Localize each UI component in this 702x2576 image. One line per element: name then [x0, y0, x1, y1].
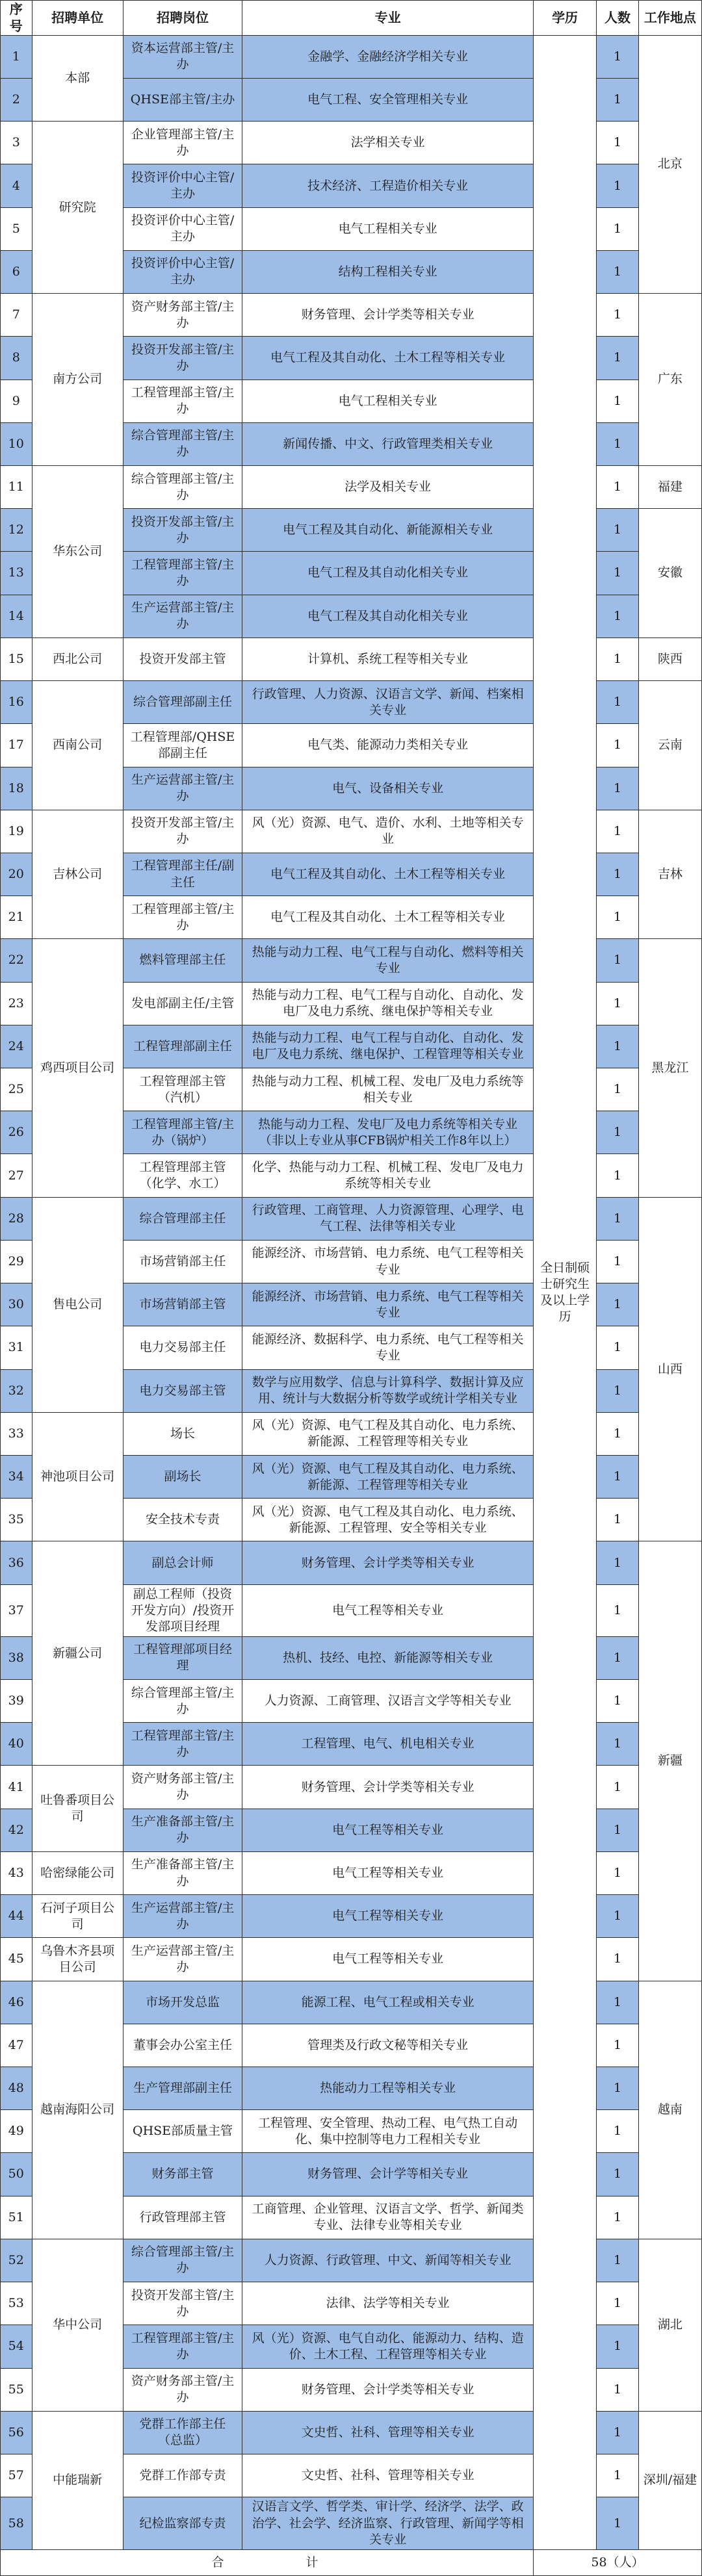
row-index: 53 — [1, 2282, 32, 2325]
row-index: 22 — [1, 939, 32, 982]
row-index: 12 — [1, 509, 32, 552]
count-cell: 1 — [597, 2110, 639, 2153]
header-count: 人数 — [597, 1, 639, 36]
position-cell: 发电部副主任/主管 — [123, 982, 242, 1025]
unit-cell: 本部 — [32, 35, 123, 121]
count-cell: 1 — [597, 1809, 639, 1851]
major-cell: 能源经济、市场营销、电力系统、电气工程等相关专业 — [242, 1240, 534, 1283]
major-cell: 电气工程相关专业 — [242, 380, 534, 422]
row-index: 29 — [1, 1240, 32, 1283]
major-cell: 技术经济、工程造价相关专业 — [242, 164, 534, 207]
table-body — [1, 35, 702, 2549]
table-row — [1, 1766, 702, 1809]
row-index: 14 — [1, 595, 32, 638]
header-row — [1, 1, 702, 36]
row-index: 19 — [1, 810, 32, 853]
unit-cell: 石河子项目公司 — [32, 1895, 123, 1938]
header-major: 专业 — [242, 1, 534, 36]
count-cell: 1 — [597, 2282, 639, 2325]
position-cell: 资产财务部主管/主办 — [123, 294, 242, 337]
row-index: 45 — [1, 1938, 32, 1981]
count-cell: 1 — [597, 1981, 639, 2024]
row-index: 20 — [1, 853, 32, 895]
row-index: 48 — [1, 2067, 32, 2109]
row-index: 38 — [1, 1636, 32, 1679]
count-cell: 1 — [597, 1723, 639, 1766]
count-cell: 1 — [597, 294, 639, 337]
position-cell: 综合管理部主管/主办 — [123, 2239, 242, 2282]
major-cell: 电气工程相关专业 — [242, 207, 534, 250]
table-row — [1, 294, 702, 337]
position-cell: 生产运营部主管/主办 — [123, 1895, 242, 1938]
position-cell: 综合管理部副主任 — [123, 681, 242, 724]
position-cell: 副总会计师 — [123, 1541, 242, 1584]
count-cell: 1 — [597, 1111, 639, 1154]
header-position: 招聘岗位 — [123, 1, 242, 36]
unit-cell: 研究院 — [32, 122, 123, 294]
unit-cell: 华东公司 — [32, 465, 123, 638]
position-cell: 投资开发部主管/主办 — [123, 509, 242, 552]
count-cell: 1 — [597, 1636, 639, 1679]
count-cell: 1 — [597, 2368, 639, 2411]
position-cell: 投资开发部主管 — [123, 638, 242, 680]
position-cell: 副场长 — [123, 1456, 242, 1499]
position-cell: 生产运营部主管/主办 — [123, 767, 242, 810]
major-cell: 电气工程及其自动化、土木工程等相关专业 — [242, 337, 534, 380]
count-cell: 1 — [597, 896, 639, 939]
row-index: 17 — [1, 724, 32, 767]
major-cell: 电气工程等相关专业 — [242, 1851, 534, 1894]
table-row — [1, 939, 702, 982]
table-row — [1, 35, 702, 78]
row-index: 11 — [1, 465, 32, 508]
count-cell: 1 — [597, 1240, 639, 1283]
count-cell: 1 — [597, 1851, 639, 1894]
row-index: 36 — [1, 1541, 32, 1584]
major-cell: 电气工程及其自动化、土木工程等相关专业 — [242, 896, 534, 939]
count-cell: 1 — [597, 1154, 639, 1197]
position-cell: 投资开发部主管/主办 — [123, 810, 242, 853]
unit-cell: 吐鲁番项目公司 — [32, 1766, 123, 1851]
table-row — [1, 1851, 702, 1894]
row-index: 28 — [1, 1197, 32, 1240]
major-cell: 电气工程等相关专业 — [242, 1938, 534, 1981]
major-cell: 财务管理、会计学类等相关专业 — [242, 2368, 534, 2411]
position-cell: 工程管理部主任/副主任 — [123, 853, 242, 895]
location-cell: 北京 — [638, 35, 701, 293]
count-cell: 1 — [597, 1326, 639, 1369]
count-cell: 1 — [597, 767, 639, 810]
row-index: 15 — [1, 638, 32, 680]
table-row — [1, 2411, 702, 2454]
count-cell: 1 — [597, 724, 639, 767]
location-cell: 越南 — [638, 1981, 701, 2239]
count-cell: 1 — [597, 853, 639, 895]
count-cell: 1 — [597, 982, 639, 1025]
row-index: 26 — [1, 1111, 32, 1154]
location-cell: 黑龙江 — [638, 939, 701, 1197]
major-cell: 结构工程相关专业 — [242, 250, 534, 293]
count-cell: 1 — [597, 681, 639, 724]
count-cell: 1 — [597, 164, 639, 207]
row-index: 27 — [1, 1154, 32, 1197]
table-row — [1, 2239, 702, 2282]
position-cell: 工程管理部主管（化学、水工） — [123, 1154, 242, 1197]
row-index: 16 — [1, 681, 32, 724]
major-cell: 电气工程等相关专业 — [242, 1895, 534, 1938]
major-cell: 财务管理、会计学类等相关专业 — [242, 294, 534, 337]
row-index: 7 — [1, 294, 32, 337]
major-cell: 能源经济、市场营销、电力系统、电气工程等相关专业 — [242, 1283, 534, 1326]
location-cell: 山西 — [638, 1197, 701, 1541]
row-index: 44 — [1, 1895, 32, 1938]
location-cell: 湖北 — [638, 2239, 701, 2411]
row-index: 39 — [1, 1680, 32, 1723]
position-cell: 投资评价中心主管/主办 — [123, 250, 242, 293]
row-index: 25 — [1, 1068, 32, 1111]
count-cell: 1 — [597, 207, 639, 250]
row-index: 54 — [1, 2325, 32, 2368]
major-cell: 电气工程等相关专业 — [242, 1584, 534, 1636]
location-cell: 云南 — [638, 681, 701, 810]
table-row — [1, 638, 702, 680]
location-cell: 福建 — [638, 465, 701, 508]
unit-cell: 售电公司 — [32, 1197, 123, 1412]
unit-cell: 越南海阳公司 — [32, 1981, 123, 2239]
count-cell: 1 — [597, 2497, 639, 2550]
position-cell: 工程管理部/QHSE部副主任 — [123, 724, 242, 767]
count-cell: 1 — [597, 380, 639, 422]
major-cell: 热机、技经、电控、新能源等相关专业 — [242, 1636, 534, 1679]
count-cell: 1 — [597, 250, 639, 293]
position-cell: 安全技术专责 — [123, 1499, 242, 1541]
row-index: 42 — [1, 1809, 32, 1851]
position-cell: 党群工作部主任（总监） — [123, 2411, 242, 2454]
major-cell: 文史哲、社科、管理等相关专业 — [242, 2454, 534, 2497]
major-cell: 财务管理、会计学类等相关专业 — [242, 1766, 534, 1809]
count-cell: 1 — [597, 1197, 639, 1240]
row-index: 23 — [1, 982, 32, 1025]
row-index: 35 — [1, 1499, 32, 1541]
count-cell: 1 — [597, 2239, 639, 2282]
row-index: 43 — [1, 1851, 32, 1894]
row-index: 58 — [1, 2497, 32, 2550]
major-cell: 电气、设备相关专业 — [242, 767, 534, 810]
row-index: 52 — [1, 2239, 32, 2282]
major-cell: 管理类及行政文秘等相关专业 — [242, 2024, 534, 2067]
major-cell: 行政管理、人力资源、汉语言文学、新闻、档案相关专业 — [242, 681, 534, 724]
degree-cell: 全日制硕士研究生及以上学历 — [534, 35, 597, 2549]
table-row — [1, 1412, 702, 1455]
major-cell: 风（光）资源、电气工程及其自动化、电力系统、新能源、工程管理、安全等相关专业 — [242, 1499, 534, 1541]
count-cell: 1 — [597, 1025, 639, 1068]
count-cell: 1 — [597, 422, 639, 465]
count-cell: 1 — [597, 1499, 639, 1541]
count-cell: 1 — [597, 1283, 639, 1326]
position-cell: 综合管理部主任 — [123, 1197, 242, 1240]
count-cell: 1 — [597, 2153, 639, 2196]
unit-cell: 西南公司 — [32, 681, 123, 810]
major-cell: 新闻传播、中文、行政管理类相关专业 — [242, 422, 534, 465]
major-cell: 工商管理、企业管理、汉语言文学、哲学、新闻类专业、法律专业等相关专业 — [242, 2196, 534, 2239]
table-row — [1, 1197, 702, 1240]
major-cell: 电气工程等相关专业 — [242, 1809, 534, 1851]
count-cell: 1 — [597, 638, 639, 680]
unit-cell: 鸡西项目公司 — [32, 939, 123, 1197]
row-index: 2 — [1, 79, 32, 122]
major-cell: 风（光）资源、电气工程及其自动化、电力系统、新能源、工程管理等相关专业 — [242, 1456, 534, 1499]
position-cell: 综合管理部主管/主办 — [123, 465, 242, 508]
location-cell: 新疆 — [638, 1541, 701, 1981]
count-cell: 1 — [597, 122, 639, 164]
major-cell: 人力资源、行政管理、中文、新闻等相关专业 — [242, 2239, 534, 2282]
header-location: 工作地点 — [638, 1, 701, 36]
count-cell: 1 — [597, 2196, 639, 2239]
position-cell: 工程管理部主管/主办 — [123, 2325, 242, 2368]
row-index: 6 — [1, 250, 32, 293]
major-cell: 数学与应用数学、信息与计算科学、数据计算及应用、统计与大数据分析等数学或统计学相关专业 — [242, 1369, 534, 1412]
unit-cell: 新疆公司 — [32, 1541, 123, 1766]
position-cell: 资产财务部主管/主办 — [123, 2368, 242, 2411]
count-cell: 1 — [597, 552, 639, 595]
count-cell: 1 — [597, 2325, 639, 2368]
position-cell: 综合管理部主管/主办 — [123, 1680, 242, 1723]
position-cell: 工程管理部主管/主办（锅炉） — [123, 1111, 242, 1154]
position-cell: 市场营销部主任 — [123, 1240, 242, 1283]
header-index: 序号 — [1, 1, 32, 36]
table-row — [1, 1895, 702, 1938]
major-cell: 能源经济、数据科学、电力系统、电气工程等相关专业 — [242, 1326, 534, 1369]
major-cell: 人力资源、工商管理、汉语言文学等相关专业 — [242, 1680, 534, 1723]
major-cell: 计算机、系统工程等相关专业 — [242, 638, 534, 680]
major-cell: 电气工程及其自动化、土木工程等相关专业 — [242, 853, 534, 895]
position-cell: 财务部主管 — [123, 2153, 242, 2196]
location-cell: 吉林 — [638, 810, 701, 939]
major-cell: 法学相关专业 — [242, 122, 534, 164]
position-cell: 投资开发部主管/主办 — [123, 2282, 242, 2325]
position-cell: 工程管理部主管/主办 — [123, 552, 242, 595]
count-cell: 1 — [597, 1680, 639, 1723]
header-degree: 学历 — [534, 1, 597, 36]
major-cell: 风（光）资源、电气自动化、能源动力、结构、造价、土木工程、工程管理等相关专业 — [242, 2325, 534, 2368]
count-cell: 1 — [597, 1938, 639, 1981]
unit-cell: 西北公司 — [32, 638, 123, 680]
row-index: 31 — [1, 1326, 32, 1369]
position-cell: 董事会办公室主任 — [123, 2024, 242, 2067]
unit-cell: 华中公司 — [32, 2239, 123, 2411]
major-cell: 电气工程及其自动化、新能源相关专业 — [242, 509, 534, 552]
table-row — [1, 122, 702, 164]
row-index: 40 — [1, 1723, 32, 1766]
unit-cell: 吉林公司 — [32, 810, 123, 939]
major-cell: 文史哲、社科、管理等相关专业 — [242, 2411, 534, 2454]
row-index: 10 — [1, 422, 32, 465]
count-cell: 1 — [597, 35, 639, 78]
position-cell: 生产准备部主管/主办 — [123, 1851, 242, 1894]
row-index: 1 — [1, 35, 32, 78]
table-row — [1, 1981, 702, 2024]
count-cell: 1 — [597, 1369, 639, 1412]
table-row — [1, 1938, 702, 1981]
position-cell: 综合管理部主管/主办 — [123, 422, 242, 465]
unit-cell: 神池项目公司 — [32, 1412, 123, 1541]
major-cell: 汉语言文学、哲学类、审计学、经济学、法学、政治学、社会学、经济监察、行政管理、新闻学等相关专业 — [242, 2497, 534, 2550]
row-index: 5 — [1, 207, 32, 250]
position-cell: 副总工程师（投资开发方向）/投资开发部项目经理 — [123, 1584, 242, 1636]
row-index: 57 — [1, 2454, 32, 2497]
location-cell: 深圳/福建 — [638, 2411, 701, 2549]
table-row — [1, 681, 702, 724]
total-label: 合 计 — [1, 2550, 534, 2576]
position-cell: 生产运营部主管/主办 — [123, 1938, 242, 1981]
row-index: 18 — [1, 767, 32, 810]
unit-cell: 中能瑞新 — [32, 2411, 123, 2549]
position-cell: 资本运营部主管/主办 — [123, 35, 242, 78]
position-cell: 党群工作部专责 — [123, 2454, 242, 2497]
position-cell: 投资评价中心主管/主办 — [123, 164, 242, 207]
position-cell: 燃料管理部主任 — [123, 939, 242, 982]
major-cell: 法律、法学等相关专业 — [242, 2282, 534, 2325]
major-cell: 财务管理、会计学类等相关专业 — [242, 1541, 534, 1584]
position-cell: 电力交易部主任 — [123, 1326, 242, 1369]
position-cell: QHSE部主管/主办 — [123, 79, 242, 122]
major-cell: 热能与动力工程、电气工程与自动化、燃料等相关专业 — [242, 939, 534, 982]
table-row — [1, 810, 702, 853]
position-cell: 工程管理部主管/主办 — [123, 1723, 242, 1766]
position-cell: 企业管理部主管/主办 — [123, 122, 242, 164]
row-index: 8 — [1, 337, 32, 380]
count-cell: 1 — [597, 465, 639, 508]
count-cell: 1 — [597, 939, 639, 982]
position-cell: QHSE部质量主管 — [123, 2110, 242, 2153]
major-cell: 电气工程及其自动化相关专业 — [242, 552, 534, 595]
count-cell: 1 — [597, 595, 639, 638]
count-cell: 1 — [597, 337, 639, 380]
count-cell: 1 — [597, 509, 639, 552]
row-index: 3 — [1, 122, 32, 164]
total-count: 58（人） — [534, 2550, 702, 2576]
major-cell: 风（光）资源、电气、造价、水利、土地等相关专业 — [242, 810, 534, 853]
major-cell: 行政管理、工商管理、人力资源管理、心理学、电气工程、法律等相关专业 — [242, 1197, 534, 1240]
major-cell: 热能动力工程等相关专业 — [242, 2067, 534, 2109]
major-cell: 金融学、金融经济学相关专业 — [242, 35, 534, 78]
location-cell: 广东 — [638, 294, 701, 466]
unit-cell: 乌鲁木齐县项目公司 — [32, 1938, 123, 1981]
position-cell: 市场开发总监 — [123, 1981, 242, 2024]
major-cell: 热能与动力工程、电气工程与自动化、自动化、发电厂及电力系统、继电保护、工程管理等相关专业 — [242, 1025, 534, 1068]
count-cell: 1 — [597, 1412, 639, 1455]
count-cell: 1 — [597, 2067, 639, 2109]
row-index: 30 — [1, 1283, 32, 1326]
position-cell: 纪检监察部专责 — [123, 2497, 242, 2550]
row-index: 4 — [1, 164, 32, 207]
position-cell: 行政管理部主管 — [123, 2196, 242, 2239]
count-cell: 1 — [597, 2454, 639, 2497]
position-cell: 工程管理部主管（汽机） — [123, 1068, 242, 1111]
position-cell: 场长 — [123, 1412, 242, 1455]
row-index: 46 — [1, 1981, 32, 2024]
major-cell: 电气工程及其自动化相关专业 — [242, 595, 534, 638]
major-cell: 工程管理、电气、机电相关专业 — [242, 1723, 534, 1766]
table-row — [1, 1541, 702, 1584]
position-cell: 生产运营部主管/主办 — [123, 595, 242, 638]
row-index: 9 — [1, 380, 32, 422]
position-cell: 工程管理部主管/主办 — [123, 896, 242, 939]
major-cell: 电气类、能源动力类相关专业 — [242, 724, 534, 767]
count-cell: 1 — [597, 1895, 639, 1938]
row-index: 50 — [1, 2153, 32, 2196]
row-index: 41 — [1, 1766, 32, 1809]
position-cell: 工程管理部副主任 — [123, 1025, 242, 1068]
major-cell: 化学、热能与动力工程、机械工程、发电厂及电力系统等相关专业 — [242, 1154, 534, 1197]
position-cell: 生产准备部主管/主办 — [123, 1809, 242, 1851]
position-cell: 投资开发部主管/主办 — [123, 337, 242, 380]
row-index: 47 — [1, 2024, 32, 2067]
row-index: 37 — [1, 1584, 32, 1636]
unit-cell: 哈密绿能公司 — [32, 1851, 123, 1894]
count-cell: 1 — [597, 1766, 639, 1809]
major-cell: 工程管理、安全管理、热动工程、电气热工自动化、集中控制等电力工程相关专业 — [242, 2110, 534, 2153]
header-unit: 招聘单位 — [32, 1, 123, 36]
location-cell: 安徽 — [638, 509, 701, 638]
count-cell: 1 — [597, 79, 639, 122]
row-index: 56 — [1, 2411, 32, 2454]
row-index: 33 — [1, 1412, 32, 1455]
unit-cell: 南方公司 — [32, 294, 123, 466]
position-cell: 工程管理部项目经理 — [123, 1636, 242, 1679]
row-index: 49 — [1, 2110, 32, 2153]
position-cell: 资产财务部主管/主办 — [123, 1766, 242, 1809]
position-cell: 工程管理部主管/主办 — [123, 380, 242, 422]
count-cell: 1 — [597, 1584, 639, 1636]
row-index: 51 — [1, 2196, 32, 2239]
row-index: 21 — [1, 896, 32, 939]
count-cell: 1 — [597, 2411, 639, 2454]
count-cell: 1 — [597, 1456, 639, 1499]
position-cell: 市场营销部主管 — [123, 1283, 242, 1326]
major-cell: 电气工程、安全管理相关专业 — [242, 79, 534, 122]
row-index: 55 — [1, 2368, 32, 2411]
total-row — [1, 2550, 702, 2576]
location-cell: 陕西 — [638, 638, 701, 680]
row-index: 13 — [1, 552, 32, 595]
position-cell: 生产管理部副主任 — [123, 2067, 242, 2109]
row-index: 24 — [1, 1025, 32, 1068]
count-cell: 1 — [597, 1541, 639, 1584]
major-cell: 财务管理、会计学等相关专业 — [242, 2153, 534, 2196]
major-cell: 热能与动力工程、发电厂及电力系统等相关专业（非以上专业从事CFB锅炉相关工作8年以上） — [242, 1111, 534, 1154]
table-row — [1, 465, 702, 508]
major-cell: 热能与动力工程、电气工程与自动化、自动化、发电厂及电力系统、继电保护等相关专业 — [242, 982, 534, 1025]
major-cell: 热能与动力工程、机械工程、发电厂及电力系统等相关专业 — [242, 1068, 534, 1111]
count-cell: 1 — [597, 2024, 639, 2067]
count-cell: 1 — [597, 810, 639, 853]
row-index: 34 — [1, 1456, 32, 1499]
count-cell: 1 — [597, 1068, 639, 1111]
major-cell: 法学及相关专业 — [242, 465, 534, 508]
major-cell: 风（光）资源、电气工程及其自动化、电力系统、新能源、工程管理等相关专业 — [242, 1412, 534, 1455]
position-cell: 投资评价中心主管/主办 — [123, 207, 242, 250]
row-index: 32 — [1, 1369, 32, 1412]
position-cell: 电力交易部主管 — [123, 1369, 242, 1412]
major-cell: 能源工程、电气工程或相关专业 — [242, 1981, 534, 2024]
